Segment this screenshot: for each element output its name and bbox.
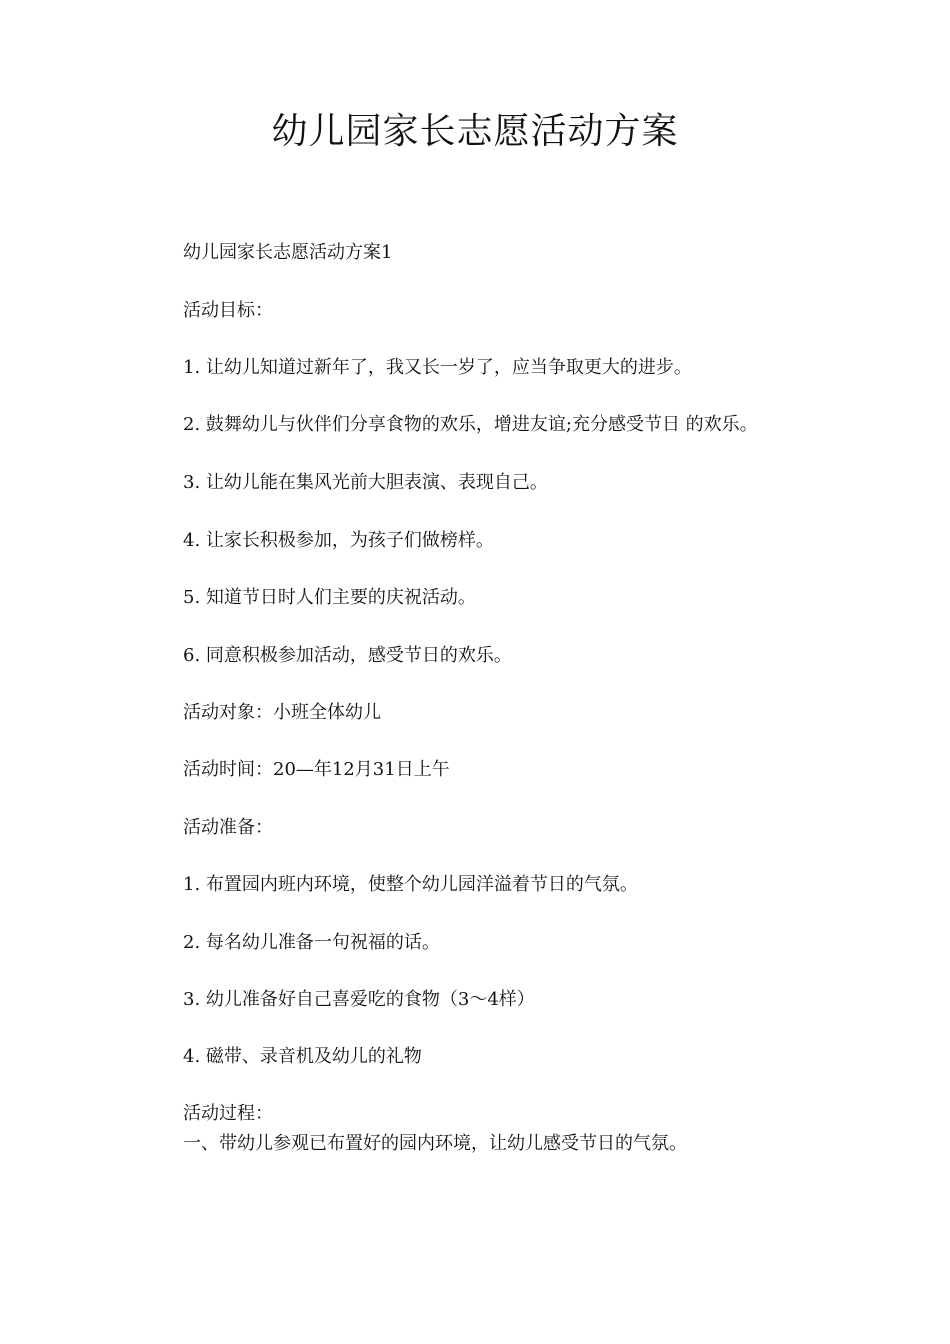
paragraph-line: 1. 让幼儿知道过新年了，我又长一岁了，应当争取更大的进步。 bbox=[183, 357, 692, 378]
paragraph-line: 3. 幼儿准备好自己喜爱吃的食物（3〜4样） bbox=[183, 989, 535, 1010]
paragraph-line: 活动准备： bbox=[183, 817, 273, 838]
section-heading: 幼儿园家长志愿活动方案1 bbox=[183, 242, 393, 263]
paragraph-line: 活动目标： bbox=[183, 300, 273, 321]
paragraph-line: 2. 每名幼儿准备一句祝福的话。 bbox=[183, 932, 440, 953]
paragraph-line: 4. 磁带、录音机及幼儿的礼物 bbox=[183, 1046, 422, 1067]
document-title: 幼儿园家长志愿活动方案 bbox=[271, 111, 679, 152]
paragraph-line: 2. 鼓舞幼儿与伙伴们分享食物的欢乐，增进友谊;充分感受节日 的欢乐。 bbox=[183, 414, 758, 435]
paragraph-line: 6. 同意积极参加活动，感受节日的欢乐。 bbox=[183, 645, 512, 666]
paragraph-line: 一、带幼儿参观已布置好的园内环境，让幼儿感受节日的气氛。 bbox=[183, 1133, 687, 1154]
paragraph-line: 5. 知道节日时人们主要的庆祝活动。 bbox=[183, 587, 476, 608]
paragraph-line: 3. 让幼儿能在集风光前大胆表演、表现自己。 bbox=[183, 472, 548, 493]
paragraph-line: 4. 让家长积极参加，为孩子们做榜样。 bbox=[183, 530, 494, 551]
paragraph-line: 1. 布置园内班内环境，使整个幼儿园洋溢着节日的气氛。 bbox=[183, 874, 638, 895]
paragraph-line: 活动时间：20—年12月31日上午 bbox=[183, 759, 450, 780]
paragraph-line: 活动对象：小班全体幼儿 bbox=[183, 702, 381, 723]
paragraph-line: 活动过程： bbox=[183, 1103, 273, 1124]
